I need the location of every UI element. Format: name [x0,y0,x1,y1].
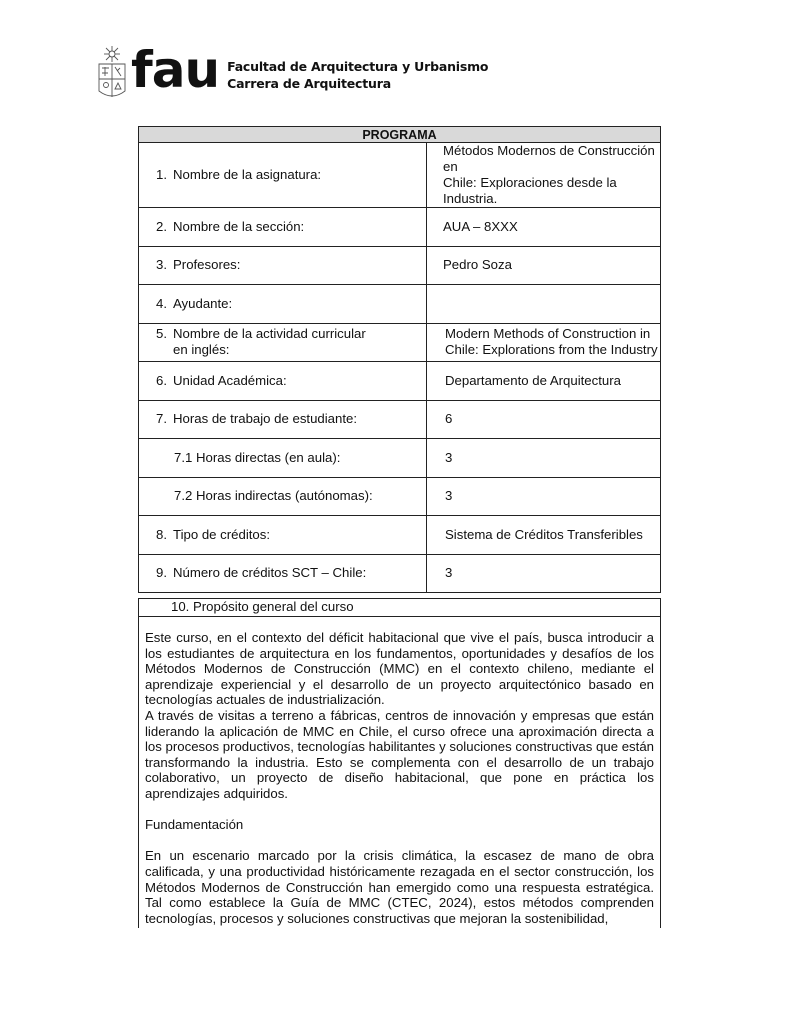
row-label: Número de créditos SCT – Chile: [173,565,367,581]
row-label: 7.2 Horas indirectas (autónomas): [174,488,373,504]
row-number: 8. [156,526,167,542]
row-number: 6. [156,372,167,388]
section-body [139,617,660,926]
row-value: 3 [445,488,453,504]
row-number: 1. [156,167,167,182]
table-row [139,143,661,208]
programa-title: PROGRAMA [139,127,661,143]
row-label: Horas de trabajo de estudiante: [173,411,358,427]
paragraph: A través de visitas a terreno a fábricas, centros de innovación y empresas que están liderando la aplicación de MMC en Chile, el curso ofrece una aproximación directa a los procesos productivos, tecnologías habilitantes y soluciones constructivas que están transformando la industria. Esto se complementa con el desarrollo de un trabajo colaborativo, un proyecto de diseño habitacional, que pone en práctica los aprendizajes adquiridos. [145,707,654,801]
row-value: Chile: Exploraciones desde la Industria. [443,175,617,206]
row-value: Departamento de Arquitectura [445,372,621,388]
row-value: Pedro Soza [443,257,512,273]
row-value: 6 [445,411,453,427]
faculty-name-block [227,58,488,92]
table-row [139,208,661,247]
table-row [139,323,661,362]
row-value: 3 [445,449,453,465]
row-number: 5. [156,326,167,342]
fau-logo: fau [131,41,220,99]
table-row [139,554,661,593]
row-number: 3. [156,257,167,273]
table-row [139,477,661,516]
row-value: Sistema de Créditos Transferibles [445,526,643,542]
row-value: AUA – 8XXX [443,218,518,234]
row-label: Nombre de la actividad curricular [173,326,366,342]
row-number: 7. [156,411,167,427]
table-row [139,362,661,401]
table-row [139,516,661,555]
document-header [97,41,489,102]
table-row [139,285,661,324]
table-row [139,439,661,478]
table-row [139,246,661,285]
row-label: Tipo de créditos: [173,526,270,542]
row-number: 4. [156,295,167,311]
paragraph: En un escenario marcado por la crisis climática, la escasez de mano de obra calificada, y una productividad históricamente rezagada en el sector construcción, los Métodos Modernos de Construcción han emergido como una respuesta estratégica. Tal como establece la Guía de MMC (CTEC, 2024), estos métodos comprenden tecnologías, procesos y soluciones constructivas que mejoran la sostenibilidad, [145,848,654,926]
row-number: 9. [156,565,167,581]
row-label: Unidad Académica: [173,372,287,388]
programa-table [138,126,661,593]
table-row [139,400,661,439]
faculty-name: Facultad de Arquitectura y Urbanismo [227,59,489,74]
row-label: Nombre de la asignatura: [173,167,322,182]
paragraph: Este curso, en el contexto del déficit habitacional que vive el país, busca introducir a los estudiantes de arquitectura en los fundamentos, oportunidades y desafíos de los Métodos Modernos de Construcción (MMC) en el contexto chileno, mediante el aprendizaje experiencial y el desarrollo de un proyecto arquitectónico basado en tecnologías actuales de industrialización. [145,630,654,708]
row-label: en inglés: [173,342,230,358]
row-value: 3 [445,565,453,581]
row-value: Chile: Explorations from the Industry [445,342,658,358]
row-value: Modern Methods of Construction in [445,326,651,342]
row-value: Métodos Modernos de Construcción en [443,143,655,174]
course-purpose-section [138,598,661,928]
row-label: Ayudante: [173,295,233,311]
career-name: Carrera de Arquitectura [227,76,391,91]
row-label: 7.1 Horas directas (en aula): [174,449,341,465]
row-label: Nombre de la sección: [173,218,305,234]
subheading: Fundamentación [145,817,244,833]
university-crest-icon [97,45,127,101]
row-number: 2. [156,218,167,234]
row-label: Profesores: [173,257,241,273]
section-heading: 10. Propósito general del curso [139,599,660,617]
